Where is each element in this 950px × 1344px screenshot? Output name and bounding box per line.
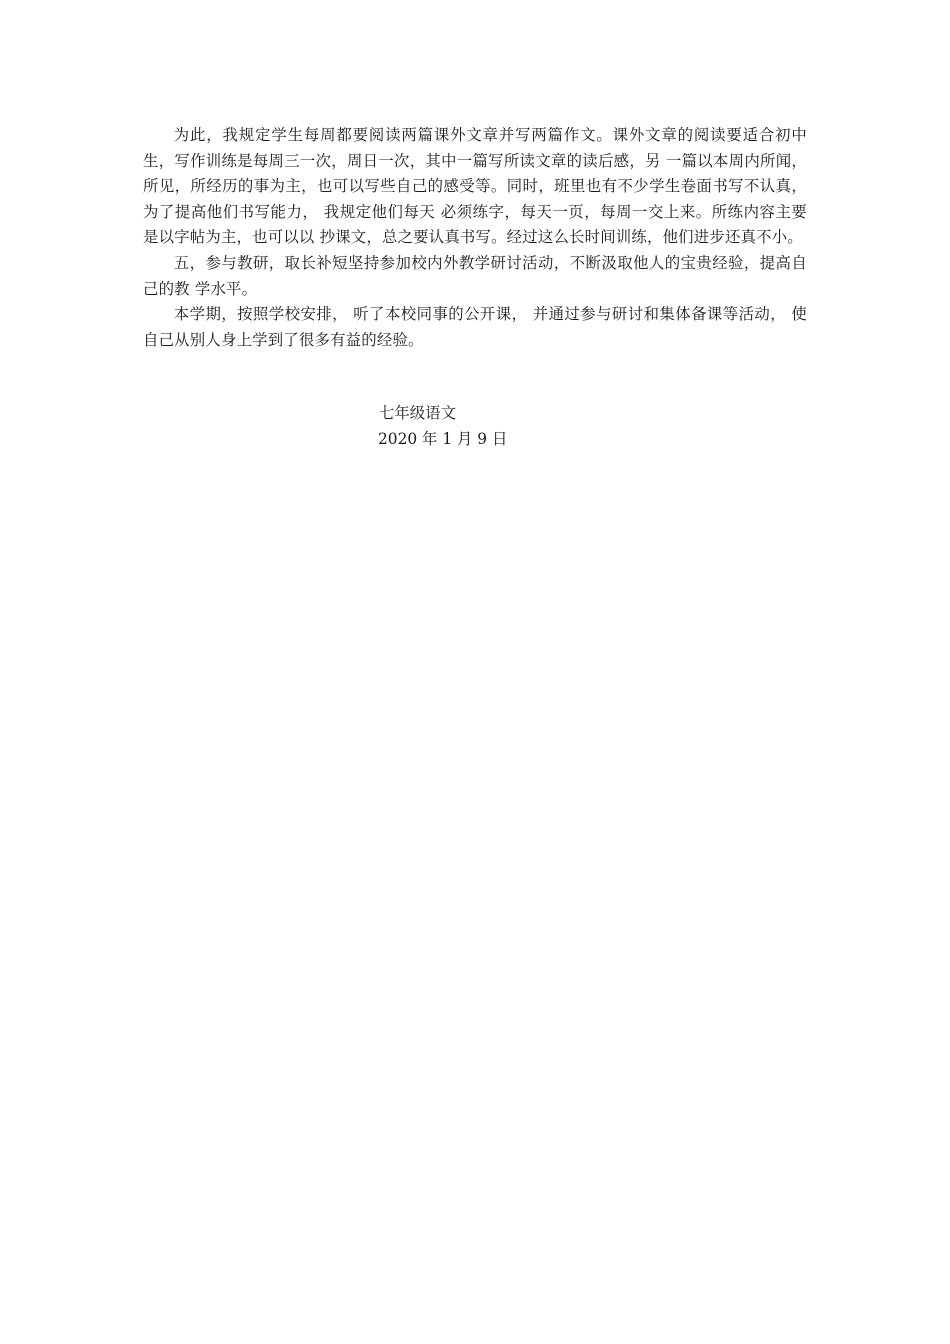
signature-date: 2020 年 1 月 9 日 (378, 429, 508, 448)
signature-block (378, 401, 507, 452)
document-body (143, 123, 807, 353)
paragraph-teaching-research: 五，参与教研，取长补短坚持参加校内外教学研讨活动，不断汲取他人的宝贵经验，提高自己的教 学水平。 (143, 253, 807, 298)
paragraph-writing-practice: 为此，我规定学生每周都要阅读两篇课外文章并写两篇作文。课外文章的阅读要适合初中生，写作训练是每周三一次，周日一次，其中一篇写所读文章的读后感，另 一篇以本周内所闻，所见，所经历的事为主，也可以写些自己的感受等。同时，班里也有不少学生卷面书写不认真，为了提高他们书写能力， 我规定他们每天 必须练字，每天一页，每周一交上来。所练内容主要是以字帖为主，也可以以 抄课文，总之要认真书写。经过这么长时间训练，他们进步还真不小。 (143, 126, 807, 247)
paragraph-open-class: 本学期，按照学校安排， 听了本校同事的公开课， 并通过参与研讨和集体备课等活动， 使自己从别人身上学到了很多有益的经验。 (143, 305, 807, 349)
signature-author: 七年级语文 (379, 404, 456, 422)
